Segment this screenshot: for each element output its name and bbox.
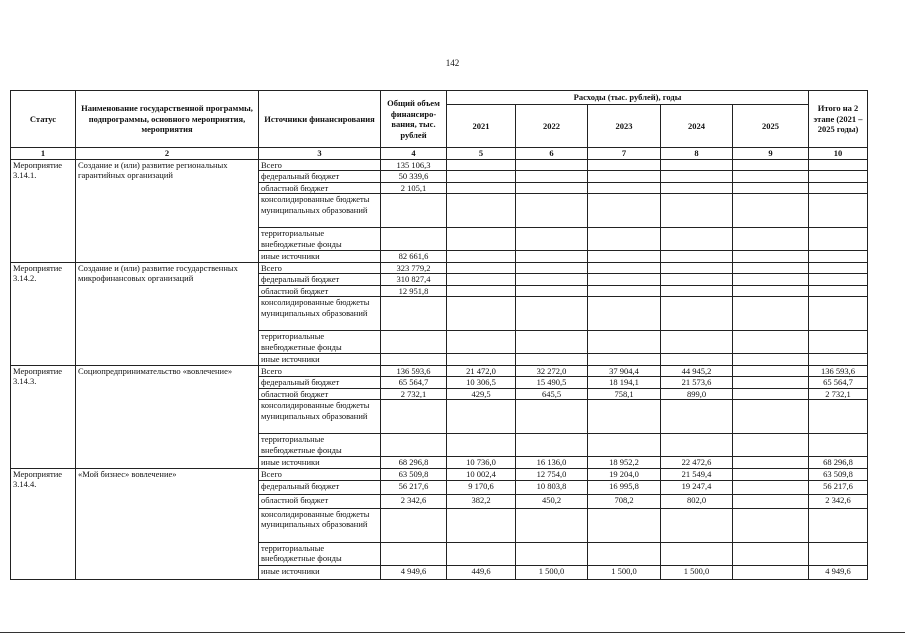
itogo-value [809, 262, 868, 274]
source-label: областной бюджет [259, 388, 381, 400]
year-value: 1 500,0 [661, 565, 733, 579]
itogo-value [809, 400, 868, 434]
itogo-value: 65 564,7 [809, 377, 868, 389]
year-value: 10 803,8 [516, 480, 588, 494]
year-value [733, 159, 809, 171]
year-value [661, 400, 733, 434]
year-value [661, 297, 733, 331]
year-value [447, 262, 516, 274]
year-value: 802,0 [661, 494, 733, 508]
year-value [447, 171, 516, 183]
year-value [588, 228, 661, 251]
itogo-value [809, 297, 868, 331]
year-value [733, 457, 809, 469]
year-value [447, 297, 516, 331]
year-value: 18 952,2 [588, 457, 661, 469]
source-label: консолидированные бюджеты муниципальных образований [259, 508, 381, 542]
year-value [588, 251, 661, 263]
column-number: 6 [516, 148, 588, 160]
year-value: 22 472,6 [661, 457, 733, 469]
year-value: 10 306,5 [447, 377, 516, 389]
year-value [661, 159, 733, 171]
year-value [588, 194, 661, 228]
itogo-value [809, 274, 868, 286]
itogo-value: 2 342,6 [809, 494, 868, 508]
total-value [381, 542, 447, 565]
year-value [588, 159, 661, 171]
year-value [588, 354, 661, 366]
source-label: федеральный бюджет [259, 274, 381, 286]
year-value [516, 542, 588, 565]
year-value [447, 331, 516, 354]
year-value [733, 354, 809, 366]
year-value [733, 468, 809, 480]
column-number: 1 [11, 148, 76, 160]
source-label: Всего [259, 159, 381, 171]
total-value: 135 106,3 [381, 159, 447, 171]
header-status: Статус [11, 91, 76, 148]
year-value [516, 194, 588, 228]
total-value [381, 297, 447, 331]
table-row [11, 262, 868, 274]
financing-table [10, 90, 868, 580]
header-year: 2023 [588, 105, 661, 148]
year-value [588, 182, 661, 194]
itogo-value [809, 331, 868, 354]
measure-status: Мероприятие 3.14.4. [11, 468, 76, 579]
year-value [516, 159, 588, 171]
year-value: 32 272,0 [516, 365, 588, 377]
total-value: 63 509,8 [381, 468, 447, 480]
year-value [661, 542, 733, 565]
itogo-value [809, 354, 868, 366]
table-row [11, 365, 868, 377]
year-value [516, 434, 588, 457]
itogo-value [809, 171, 868, 183]
year-value [516, 228, 588, 251]
year-value [661, 285, 733, 297]
source-label: федеральный бюджет [259, 480, 381, 494]
year-value [733, 285, 809, 297]
year-value [733, 251, 809, 263]
year-value [661, 228, 733, 251]
source-label: территориальные внебюджетные фонды [259, 542, 381, 565]
table-row [11, 159, 868, 171]
year-value [447, 400, 516, 434]
year-value [588, 285, 661, 297]
year-value [661, 508, 733, 542]
itogo-value [809, 251, 868, 263]
source-label: консолидированные бюджеты муниципальных образований [259, 297, 381, 331]
year-value: 645,5 [516, 388, 588, 400]
year-value [733, 228, 809, 251]
itogo-value: 63 509,8 [809, 468, 868, 480]
year-value [733, 262, 809, 274]
year-value: 44 945,2 [661, 365, 733, 377]
source-label: территориальные внебюджетные фонды [259, 228, 381, 251]
year-value [588, 297, 661, 331]
year-value [447, 194, 516, 228]
source-label: консолидированные бюджеты муниципальных образований [259, 400, 381, 434]
year-value: 450,2 [516, 494, 588, 508]
column-number: 2 [76, 148, 259, 160]
year-value [661, 262, 733, 274]
measure-name: «Мой бизнес» вовлечение» [76, 468, 259, 579]
year-value [661, 182, 733, 194]
itogo-value: 68 296,8 [809, 457, 868, 469]
year-value [447, 251, 516, 263]
source-label: иные источники [259, 354, 381, 366]
year-value: 429,5 [447, 388, 516, 400]
itogo-value [809, 542, 868, 565]
itogo-value [809, 182, 868, 194]
measure-name: Создание и (или) развитие региональных гарантийных организаций [76, 159, 259, 262]
total-value: 310 827,4 [381, 274, 447, 286]
year-value: 19 204,0 [588, 468, 661, 480]
year-value [516, 182, 588, 194]
year-value [447, 159, 516, 171]
year-value [516, 285, 588, 297]
total-value: 2 342,6 [381, 494, 447, 508]
year-value [733, 171, 809, 183]
year-value: 37 904,4 [588, 365, 661, 377]
year-value [447, 228, 516, 251]
header-year: 2024 [661, 105, 733, 148]
year-value [588, 171, 661, 183]
header-source: Источники финансирования [259, 91, 381, 148]
year-value: 758,1 [588, 388, 661, 400]
total-value [381, 194, 447, 228]
year-value [588, 434, 661, 457]
year-value [733, 182, 809, 194]
table-header [11, 91, 868, 160]
scan-bottom-line [0, 632, 905, 633]
year-value [516, 251, 588, 263]
year-value [733, 274, 809, 286]
source-label: областной бюджет [259, 285, 381, 297]
source-label: федеральный бюджет [259, 377, 381, 389]
measure-status: Мероприятие 3.14.1. [11, 159, 76, 262]
year-value [588, 508, 661, 542]
year-value [447, 285, 516, 297]
year-value: 21 472,0 [447, 365, 516, 377]
year-value [516, 171, 588, 183]
source-label: Всего [259, 365, 381, 377]
year-value [447, 354, 516, 366]
year-value [447, 274, 516, 286]
total-value: 65 564,7 [381, 377, 447, 389]
year-value: 19 247,4 [661, 480, 733, 494]
measure-status: Мероприятие 3.14.2. [11, 262, 76, 365]
total-value: 82 661,6 [381, 251, 447, 263]
itogo-value [809, 434, 868, 457]
year-value [588, 331, 661, 354]
year-value [733, 565, 809, 579]
year-value [733, 508, 809, 542]
total-value: 323 779,2 [381, 262, 447, 274]
year-value: 382,2 [447, 494, 516, 508]
itogo-value [809, 194, 868, 228]
year-value [661, 171, 733, 183]
year-value: 10 002,4 [447, 468, 516, 480]
year-value [447, 542, 516, 565]
header-year: 2025 [733, 105, 809, 148]
column-number: 5 [447, 148, 516, 160]
column-number: 9 [733, 148, 809, 160]
year-value [661, 274, 733, 286]
year-value [447, 182, 516, 194]
year-value: 16 995,8 [588, 480, 661, 494]
itogo-value [809, 508, 868, 542]
year-value [661, 194, 733, 228]
source-label: консолидированные бюджеты муниципальных образований [259, 194, 381, 228]
year-value: 1 500,0 [588, 565, 661, 579]
year-value [516, 400, 588, 434]
itogo-value [809, 228, 868, 251]
itogo-value [809, 285, 868, 297]
source-label: иные источники [259, 457, 381, 469]
year-value: 10 736,0 [447, 457, 516, 469]
source-label: областной бюджет [259, 182, 381, 194]
total-value: 50 339,6 [381, 171, 447, 183]
year-value: 708,2 [588, 494, 661, 508]
source-label: иные источники [259, 251, 381, 263]
year-value [588, 262, 661, 274]
total-value: 2 732,1 [381, 388, 447, 400]
year-value: 21 573,6 [661, 377, 733, 389]
source-label: иные источники [259, 565, 381, 579]
column-number: 10 [809, 148, 868, 160]
year-value [661, 434, 733, 457]
year-value [733, 388, 809, 400]
measure-status: Мероприятие 3.14.3. [11, 365, 76, 468]
column-number: 4 [381, 148, 447, 160]
header-itogo: Итого на 2 этапе (2021 – 2025 годы) [809, 91, 868, 148]
header-year: 2021 [447, 105, 516, 148]
year-value: 899,0 [661, 388, 733, 400]
itogo-value: 136 593,6 [809, 365, 868, 377]
source-label: областной бюджет [259, 494, 381, 508]
total-value [381, 331, 447, 354]
itogo-value: 56 217,6 [809, 480, 868, 494]
year-value [447, 508, 516, 542]
year-value: 21 549,4 [661, 468, 733, 480]
header-expenses: Расходы (тыс. рублей), годы [447, 91, 809, 105]
source-label: территориальные внебюджетные фонды [259, 434, 381, 457]
column-number-row [11, 148, 868, 160]
year-value: 16 136,0 [516, 457, 588, 469]
column-number: 7 [588, 148, 661, 160]
header-year: 2022 [516, 105, 588, 148]
total-value [381, 400, 447, 434]
total-value: 4 949,6 [381, 565, 447, 579]
total-value: 136 593,6 [381, 365, 447, 377]
source-label: территориальные внебюджетные фонды [259, 331, 381, 354]
total-value [381, 434, 447, 457]
year-value [661, 331, 733, 354]
itogo-value [809, 159, 868, 171]
source-label: федеральный бюджет [259, 171, 381, 183]
total-value: 68 296,8 [381, 457, 447, 469]
source-label: Всего [259, 262, 381, 274]
total-value [381, 354, 447, 366]
column-number: 3 [259, 148, 381, 160]
year-value [733, 365, 809, 377]
year-value [516, 331, 588, 354]
year-value: 18 194,1 [588, 377, 661, 389]
year-value [516, 508, 588, 542]
year-value [733, 400, 809, 434]
year-value: 449,6 [447, 565, 516, 579]
year-value [447, 434, 516, 457]
year-value [588, 542, 661, 565]
year-value [516, 354, 588, 366]
year-value [733, 194, 809, 228]
header-name: Наименование государственной программы, подпрограммы, основного мероприятия, мероприятия [76, 91, 259, 148]
table-row [11, 468, 868, 480]
year-value [516, 297, 588, 331]
year-value [588, 274, 661, 286]
table-body [11, 159, 868, 579]
year-value: 15 490,5 [516, 377, 588, 389]
total-value [381, 228, 447, 251]
page-number: 142 [445, 58, 460, 68]
year-value [661, 251, 733, 263]
year-value [661, 354, 733, 366]
year-value [733, 297, 809, 331]
year-value [516, 262, 588, 274]
total-value: 2 105,1 [381, 182, 447, 194]
year-value: 1 500,0 [516, 565, 588, 579]
itogo-value: 2 732,1 [809, 388, 868, 400]
measure-name: Социопредпринимательство «вовлечение» [76, 365, 259, 468]
year-value [733, 494, 809, 508]
total-value: 56 217,6 [381, 480, 447, 494]
year-value: 9 170,6 [447, 480, 516, 494]
year-value [588, 400, 661, 434]
itogo-value: 4 949,6 [809, 565, 868, 579]
measure-name: Создание и (или) развитие государственных микрофинансовых организаций [76, 262, 259, 365]
year-value [733, 377, 809, 389]
header-total: Общий объем финансиро-вания, тыс. рублей [381, 91, 447, 148]
year-value [733, 542, 809, 565]
year-value: 12 754,0 [516, 468, 588, 480]
column-number: 8 [661, 148, 733, 160]
total-value [381, 508, 447, 542]
year-value [733, 331, 809, 354]
total-value: 12 951,8 [381, 285, 447, 297]
source-label: Всего [259, 468, 381, 480]
year-value [733, 480, 809, 494]
year-value [733, 434, 809, 457]
year-value [516, 274, 588, 286]
